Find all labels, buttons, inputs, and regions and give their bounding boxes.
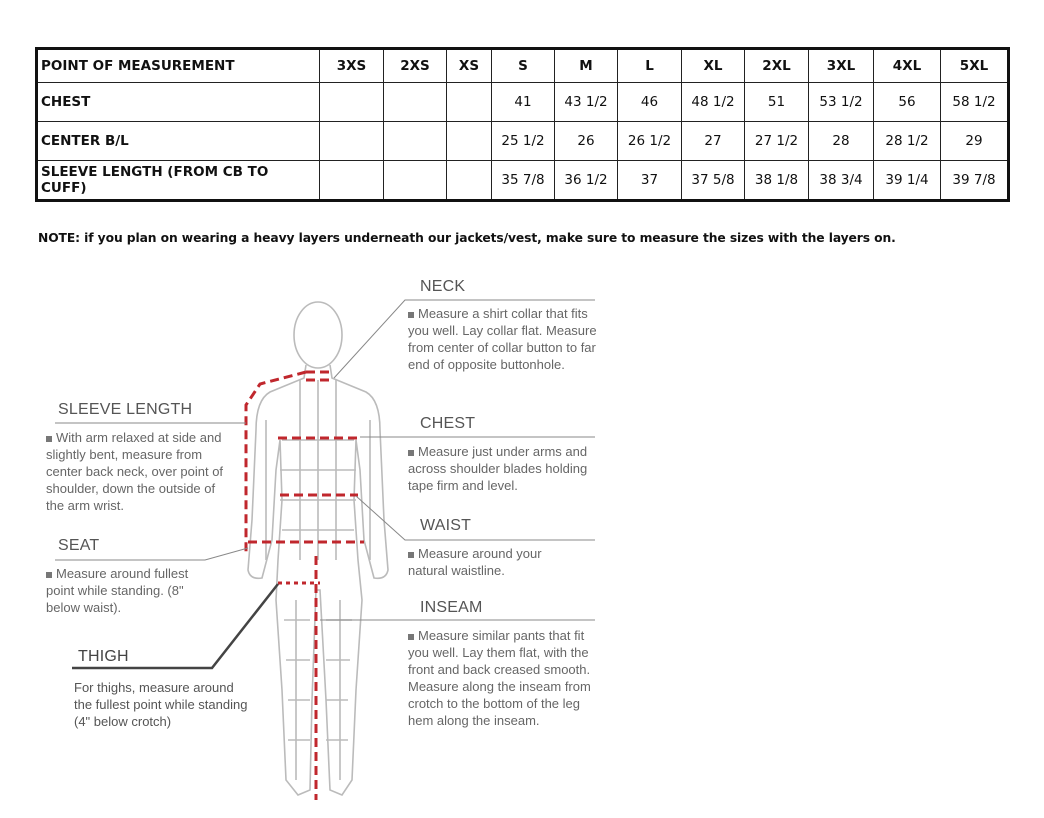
- inseam-text: Measure similar pants that fit you well. Lay them flat, with the front and back creased smooth. Measure along the inseam from crotch to the bottom of the leg hem along the inseam.: [408, 628, 591, 728]
- chest-title: CHEST: [420, 415, 476, 432]
- bullet-icon: [408, 312, 414, 318]
- measurement-cell: 27 1/2: [745, 122, 809, 161]
- thigh-text: For thighs, measure around the fullest point while standing (4" below crotch): [74, 680, 248, 729]
- measurement-cell: 28 1/2: [874, 122, 941, 161]
- row-label: CHEST: [37, 83, 320, 122]
- header-cell: S: [492, 49, 555, 83]
- header-cell: 4XL: [874, 49, 941, 83]
- sleeve-length-text: With arm relaxed at side and slightly bent, measure from center back neck, over point of shoulder, down the outside of the arm wrist.: [46, 430, 224, 513]
- neck-title: NECK: [420, 278, 466, 295]
- measurement-cell: 36 1/2: [555, 161, 618, 201]
- bullet-icon: [408, 634, 414, 640]
- header-cell: 2XL: [745, 49, 809, 83]
- seat-title: SEAT: [58, 537, 100, 554]
- measurement-cell: 26: [555, 122, 618, 161]
- measurement-cell: 39 1/4: [874, 161, 941, 201]
- measurement-cell: 56: [874, 83, 941, 122]
- header-cell: 3XS: [320, 49, 384, 83]
- measurement-cell: 26 1/2: [618, 122, 682, 161]
- header-cell: 2XS: [384, 49, 447, 83]
- measurement-lines: [246, 372, 364, 800]
- chest-text: Measure just under arms and across shoulder blades holding tape firm and level.: [408, 444, 588, 493]
- row-label: SLEEVE LENGTH (FROM CB TO CUFF): [37, 161, 320, 201]
- measurement-cell: 53 1/2: [809, 83, 874, 122]
- measurement-cell: 37: [618, 161, 682, 201]
- header-cell: XS: [447, 49, 492, 83]
- measurement-cell: 58 1/2: [941, 83, 1009, 122]
- waist-title: WAIST: [420, 517, 472, 534]
- thigh-title: THIGH: [78, 648, 129, 665]
- bullet-icon: [408, 552, 414, 558]
- measurement-cell: 37 5/8: [682, 161, 745, 201]
- sleeve-length-title: SLEEVE LENGTH: [58, 401, 193, 418]
- measurement-cell: 29: [941, 122, 1009, 161]
- row-label: CENTER B/L: [37, 122, 320, 161]
- measurement-cell: 51: [745, 83, 809, 122]
- measurement-cell: 46: [618, 83, 682, 122]
- header-cell: 3XL: [809, 49, 874, 83]
- measurement-cell: 25 1/2: [492, 122, 555, 161]
- layering-note: NOTE: if you plan on wearing a heavy layers underneath our jackets/vest, make sure to measure the sizes with the layers on.: [38, 231, 896, 245]
- header-cell: XL: [682, 49, 745, 83]
- measurement-cell: 35 7/8: [492, 161, 555, 201]
- measurement-cell: 43 1/2: [555, 83, 618, 122]
- bullet-icon: [408, 450, 414, 456]
- bullet-icon: [46, 572, 52, 578]
- header-cell: M: [555, 49, 618, 83]
- neck-text: Measure a shirt collar that fits you well. Lay collar flat. Measure from center of collar button to far end of opposite buttonhole.: [408, 306, 597, 372]
- header-cell: L: [618, 49, 682, 83]
- measurement-cell: 38 1/8: [745, 161, 809, 201]
- measurement-cell: 48 1/2: [682, 83, 745, 122]
- seat-text: Measure around fullest point while standing. (8" below waist).: [46, 566, 189, 615]
- waist-text: Measure around your natural waistline.: [408, 546, 542, 578]
- human-figure: [248, 302, 388, 795]
- header-cell: POINT OF MEASUREMENT: [37, 49, 320, 83]
- measurement-cell: 28: [809, 122, 874, 161]
- bullet-icon: [46, 436, 52, 442]
- measurement-cell: 39 7/8: [941, 161, 1009, 201]
- measurement-cell: 38 3/4: [809, 161, 874, 201]
- measurement-cell: 41: [492, 83, 555, 122]
- inseam-title: INSEAM: [420, 599, 483, 616]
- measurement-cell: 27: [682, 122, 745, 161]
- header-cell: 5XL: [941, 49, 1009, 83]
